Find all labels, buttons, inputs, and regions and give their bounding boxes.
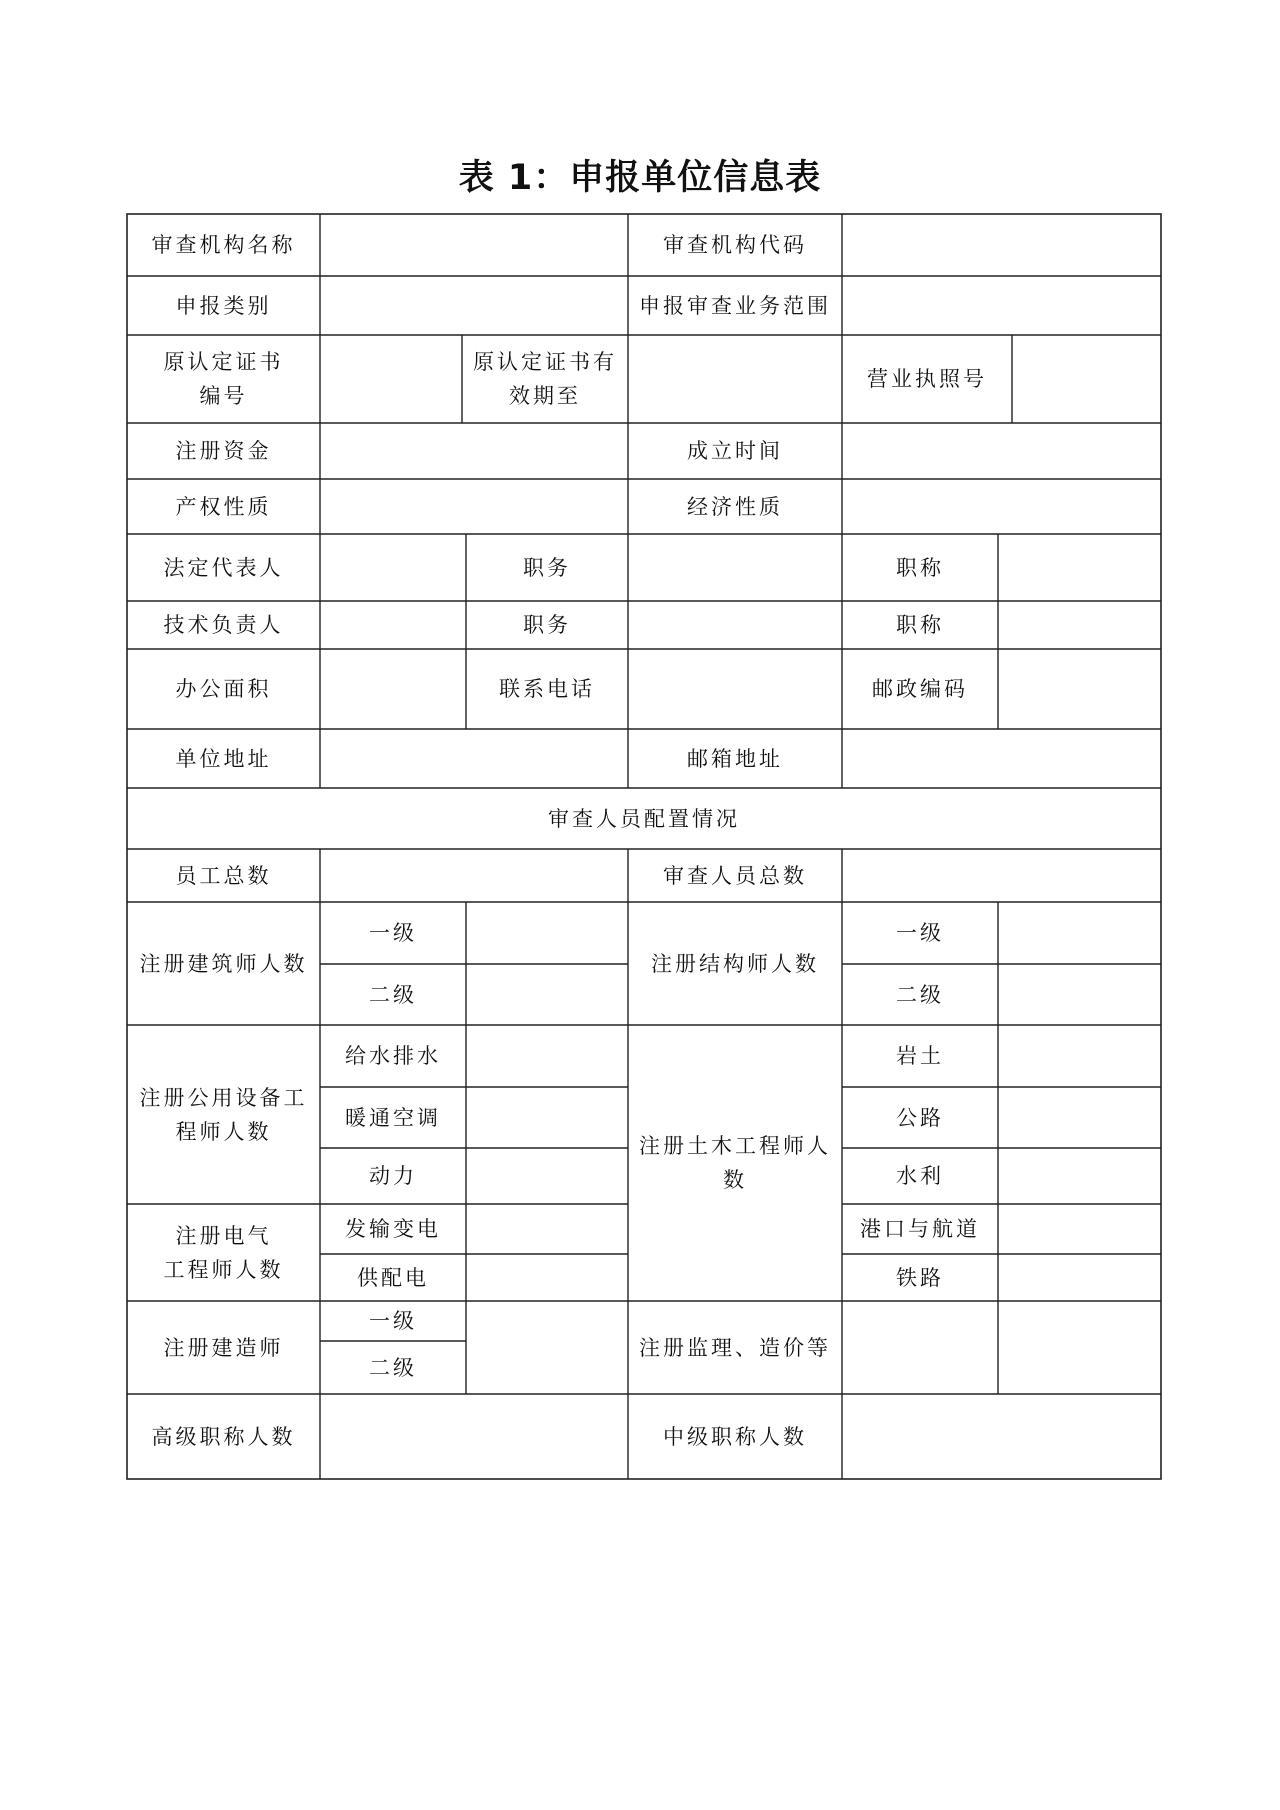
- label-registered-electrical-engineers: 注册电气 工程师人数: [163, 1223, 284, 1282]
- label-power-transmission: 发输变电: [345, 1217, 441, 1241]
- label-established-date: 成立时间: [687, 439, 783, 463]
- label-original-cert-number: 原认定证书 编号: [163, 350, 284, 408]
- label-water-supply-drainage: 给水排水: [345, 1044, 441, 1068]
- label-contact-phone: 联系电话: [499, 677, 595, 701]
- label-email: 邮箱地址: [687, 746, 783, 771]
- label-port-waterway: 港口与航道: [860, 1217, 980, 1241]
- label-total-reviewers: 审查人员总数: [663, 863, 807, 888]
- label-registered-architects: 注册建筑师人数: [139, 951, 308, 976]
- label-position: 职务: [523, 613, 571, 637]
- label-property-nature: 产权性质: [175, 494, 272, 519]
- label-level-1: 一级: [369, 1309, 417, 1333]
- label-water-conservancy: 水利: [896, 1164, 944, 1188]
- label-position: 职务: [523, 555, 571, 580]
- label-registered-structural-engineers: 注册结构师人数: [651, 951, 819, 976]
- label-power-distribution: 供配电: [357, 1265, 429, 1290]
- label-application-category: 申报类别: [175, 293, 272, 318]
- label-railway: 铁路: [896, 1265, 944, 1290]
- label-registered-capital: 注册资金: [175, 439, 272, 463]
- label-review-org-name: 审查机构名称: [151, 233, 296, 257]
- label-level-2: 二级: [369, 982, 417, 1007]
- section-header: 审查人员配置情况: [548, 806, 740, 831]
- label-address: 单位地址: [175, 746, 272, 771]
- label-office-area: 办公面积: [175, 677, 272, 701]
- label-total-employees: 员工总数: [175, 863, 272, 888]
- label-legal-representative: 法定代表人: [163, 555, 284, 580]
- label-postal-code: 邮政编码: [872, 677, 968, 701]
- label-geotechnical: 岩土: [896, 1044, 944, 1068]
- label-registered-supervision-cost: 注册监理、造价等: [639, 1335, 831, 1360]
- label-title: 职称: [896, 613, 944, 637]
- label-highway: 公路: [896, 1105, 944, 1130]
- label-original-cert-validity: 原认定证书有 效期至: [473, 350, 617, 408]
- page-title: 表 1：申报单位信息表: [458, 158, 822, 198]
- label-power: 动力: [369, 1164, 417, 1188]
- label-economic-nature: 经济性质: [687, 494, 783, 519]
- label-level-2: 二级: [369, 1355, 417, 1380]
- label-level-1: 一级: [896, 921, 944, 945]
- label-hvac: 暖通空调: [345, 1105, 441, 1130]
- label-level-2: 二级: [896, 982, 944, 1007]
- label-registered-constructors: 注册建造师: [163, 1335, 284, 1360]
- label-registered-civil-engineers: 注册土木工程师人 数: [639, 1134, 831, 1192]
- label-senior-title-count: 高级职称人数: [151, 1424, 296, 1449]
- label-review-org-code: 审查机构代码: [663, 233, 807, 257]
- label-level-1: 一级: [369, 921, 417, 945]
- label-business-scope: 申报审查业务范围: [639, 293, 831, 318]
- label-technical-director: 技术负责人: [163, 613, 284, 637]
- label-business-license-number: 营业执照号: [867, 367, 987, 391]
- label-title: 职称: [896, 555, 944, 580]
- label-registered-utility-engineers: 注册公用设备工 程师人数: [139, 1085, 308, 1144]
- label-intermediate-title-count: 中级职称人数: [663, 1424, 807, 1449]
